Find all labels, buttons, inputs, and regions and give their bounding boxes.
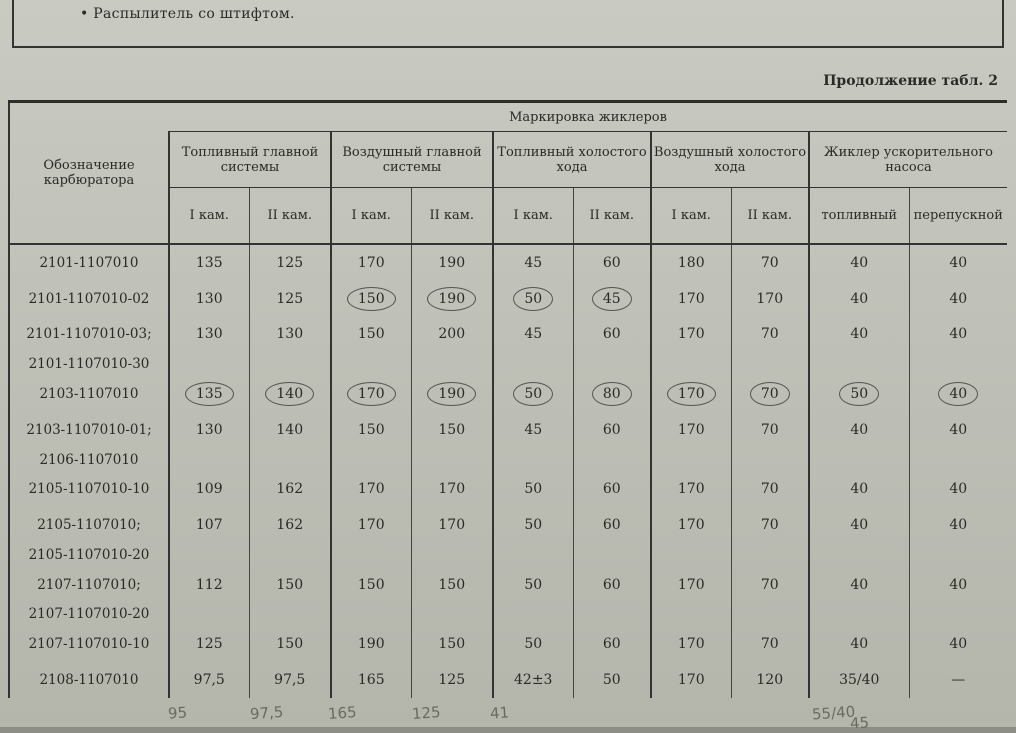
jet-value: 60 <box>573 471 651 507</box>
jet-value: 40 <box>809 244 909 281</box>
table-row-continuation <box>9 543 1007 567</box>
jet-value: 170 <box>331 471 411 507</box>
jet-value-cell <box>573 376 651 412</box>
jet-value: 60 <box>573 244 651 281</box>
carburetor-code: 2106-1107010 <box>39 451 139 468</box>
carburetor-code: 2108-1107010 <box>39 672 139 689</box>
jet-value: 40 <box>809 317 909 353</box>
jet-value: 70 <box>731 412 809 448</box>
jet-value: 70 <box>731 317 809 353</box>
empty-cell <box>493 603 573 627</box>
jet-value: 170 <box>651 626 731 662</box>
empty-cell <box>651 352 731 376</box>
jet-value: 162 <box>249 507 331 543</box>
jet-value: 125 <box>249 281 331 317</box>
jet-value: 45 <box>592 287 632 311</box>
jet-value: 140 <box>265 382 314 406</box>
sub-header: I кам. <box>651 188 731 245</box>
jet-value-cell <box>573 281 651 317</box>
empty-cell <box>809 543 909 567</box>
jet-value: 112 <box>169 567 249 603</box>
jet-value: 50 <box>493 626 573 662</box>
jet-value: 50 <box>513 287 553 311</box>
handwritten-note: 95 <box>167 703 188 723</box>
jet-value: 97,5 <box>169 662 249 698</box>
jet-value: 130 <box>169 317 249 353</box>
sub-header: топливный <box>809 188 909 245</box>
jet-value: 45 <box>493 412 573 448</box>
jet-value: 190 <box>427 287 476 311</box>
jet-value: 40 <box>938 382 978 406</box>
jet-value-cell <box>493 376 573 412</box>
jet-value: 60 <box>573 412 651 448</box>
empty-cell <box>331 448 411 472</box>
jet-value: 150 <box>331 567 411 603</box>
jet-value: 70 <box>731 626 809 662</box>
empty-cell <box>249 448 331 472</box>
sub-header: I кам. <box>331 188 411 245</box>
empty-cell <box>651 448 731 472</box>
empty-cell <box>731 603 809 627</box>
sub-header: II кам. <box>249 188 331 245</box>
jet-value: 125 <box>169 626 249 662</box>
table-row <box>9 317 1007 353</box>
jet-value: 170 <box>651 662 731 698</box>
empty-cell <box>731 352 809 376</box>
empty-cell <box>411 543 493 567</box>
jet-value: 130 <box>169 412 249 448</box>
jet-value: 50 <box>573 662 651 698</box>
jet-value: 70 <box>750 382 790 406</box>
jet-value: 40 <box>909 507 1007 543</box>
empty-cell <box>909 448 1007 472</box>
jet-value-cell <box>809 376 909 412</box>
jet-value: 70 <box>731 507 809 543</box>
jet-value: 40 <box>909 281 1007 317</box>
jet-value: 150 <box>347 287 396 311</box>
empty-cell <box>411 352 493 376</box>
table-row <box>9 507 1007 543</box>
sub-header: перепускной <box>909 188 1007 245</box>
empty-cell <box>411 603 493 627</box>
handwritten-note: 55/40 <box>811 702 856 724</box>
empty-cell <box>731 543 809 567</box>
jet-value: 35/40 <box>809 662 909 698</box>
empty-cell <box>809 448 909 472</box>
jet-value-cell <box>411 376 493 412</box>
carburetor-code: 2107-1107010; <box>37 576 141 593</box>
jet-value: 40 <box>909 244 1007 281</box>
jet-value: 190 <box>411 244 493 281</box>
empty-cell <box>169 352 249 376</box>
jet-value: 150 <box>249 567 331 603</box>
jet-value: 130 <box>249 317 331 353</box>
jet-value: 150 <box>331 412 411 448</box>
jet-value: 50 <box>493 471 573 507</box>
jet-value: 109 <box>169 471 249 507</box>
jet-value: 50 <box>513 382 553 406</box>
jet-value: 130 <box>169 281 249 317</box>
sub-header: I кам. <box>493 188 573 245</box>
jet-value: 70 <box>731 567 809 603</box>
carburetor-code: 2103-1107010-01; <box>26 421 152 438</box>
empty-cell <box>169 543 249 567</box>
empty-cell <box>249 603 331 627</box>
jet-value: 170 <box>651 412 731 448</box>
empty-cell <box>169 603 249 627</box>
jet-marking-table <box>8 100 1007 698</box>
jet-value: 42±3 <box>493 662 573 698</box>
empty-cell <box>331 603 411 627</box>
empty-cell <box>331 352 411 376</box>
jet-value: 170 <box>667 382 716 406</box>
handwritten-note: 125 <box>411 703 442 723</box>
jet-value-cell <box>331 376 411 412</box>
sub-header: I кам. <box>169 188 249 245</box>
empty-cell <box>573 448 651 472</box>
jet-value: 45 <box>493 244 573 281</box>
empty-cell <box>651 543 731 567</box>
jet-value: 170 <box>651 281 731 317</box>
empty-cell <box>493 543 573 567</box>
jet-value: 70 <box>731 471 809 507</box>
jet-value: 40 <box>809 412 909 448</box>
jet-value: 165 <box>331 662 411 698</box>
jet-value: 40 <box>809 507 909 543</box>
table-row <box>9 376 1007 412</box>
table-row-continuation <box>9 603 1007 627</box>
jet-value: 40 <box>909 626 1007 662</box>
footnote: • Распылитель со штифтом. <box>80 6 295 22</box>
empty-cell <box>169 448 249 472</box>
table-row <box>9 662 1007 698</box>
jet-value-cell <box>249 376 331 412</box>
handwritten-note: 45 <box>849 713 870 733</box>
table-row <box>9 471 1007 507</box>
jet-value: 60 <box>573 626 651 662</box>
jet-value: 170 <box>651 471 731 507</box>
jet-value: 45 <box>493 317 573 353</box>
jet-value: 50 <box>493 507 573 543</box>
empty-cell <box>573 543 651 567</box>
jet-value: 135 <box>169 244 249 281</box>
carburetor-code: 2105-1107010-20 <box>28 546 150 563</box>
jet-value-cell <box>411 281 493 317</box>
carburetor-code: 2101-1107010-30 <box>28 356 150 373</box>
jet-value: 40 <box>809 471 909 507</box>
jet-value: 170 <box>651 507 731 543</box>
jet-value-cell <box>493 281 573 317</box>
handwritten-notes <box>150 700 910 733</box>
carburetor-code: 2105-1107010; <box>37 517 141 534</box>
jet-value-cell <box>909 376 1007 412</box>
carburetor-code: 2101-1107010-03; <box>26 326 152 343</box>
jet-value: 125 <box>249 244 331 281</box>
empty-cell <box>411 448 493 472</box>
table-row <box>9 626 1007 662</box>
jet-value: 40 <box>909 471 1007 507</box>
jet-value: 125 <box>411 662 493 698</box>
sub-header: II кам. <box>411 188 493 245</box>
empty-cell <box>493 352 573 376</box>
group-header: Воздушный главной системы <box>331 132 493 188</box>
group-header: Жиклер ускорительного насоса <box>809 132 1007 188</box>
empty-cell <box>249 352 331 376</box>
table-row <box>9 567 1007 603</box>
table-body <box>9 244 1007 698</box>
carburetor-code: 2105-1107010-10 <box>28 481 150 498</box>
empty-cell <box>909 603 1007 627</box>
table-row <box>9 244 1007 281</box>
jet-value: 40 <box>809 567 909 603</box>
jet-value-cell <box>169 376 249 412</box>
jet-value-cell <box>651 376 731 412</box>
jet-value: 70 <box>731 244 809 281</box>
carburetor-code: 2103-1107010 <box>39 386 139 403</box>
group-header: Воздушный холостого хода <box>651 132 809 188</box>
jet-value: 170 <box>331 244 411 281</box>
empty-cell <box>573 352 651 376</box>
jet-value: 190 <box>427 382 476 406</box>
table-row-continuation <box>9 352 1007 376</box>
jet-value: 200 <box>411 317 493 353</box>
empty-cell <box>731 448 809 472</box>
jet-value: 170 <box>651 317 731 353</box>
jet-value: 60 <box>573 567 651 603</box>
table-continuation-label: Продолжение табл. 2 <box>823 73 998 89</box>
jet-value: 150 <box>331 317 411 353</box>
jet-value: 40 <box>909 412 1007 448</box>
sub-header: II кам. <box>731 188 809 245</box>
jet-value: 40 <box>909 567 1007 603</box>
jet-value: 150 <box>249 626 331 662</box>
jet-value: 162 <box>249 471 331 507</box>
empty-cell <box>809 603 909 627</box>
carburetor-code: 2101-1107010 <box>39 254 139 271</box>
jet-value: 135 <box>185 382 234 406</box>
carburetor-code: 2107-1107010-20 <box>28 606 150 623</box>
empty-cell <box>651 603 731 627</box>
handwritten-note: 97,5 <box>249 702 284 724</box>
jet-value: 170 <box>731 281 809 317</box>
jet-value: 40 <box>909 317 1007 353</box>
jet-value: 150 <box>411 626 493 662</box>
jet-value: 97,5 <box>249 662 331 698</box>
table-row <box>9 281 1007 317</box>
jet-value: 107 <box>169 507 249 543</box>
jet-value: 60 <box>573 507 651 543</box>
jet-value: 170 <box>411 471 493 507</box>
jet-value: 190 <box>331 626 411 662</box>
jet-value: 150 <box>411 412 493 448</box>
empty-cell <box>573 603 651 627</box>
table-row <box>9 412 1007 448</box>
jet-value: 170 <box>651 567 731 603</box>
empty-cell <box>249 543 331 567</box>
previous-table-box <box>12 0 1004 48</box>
jet-value: 120 <box>731 662 809 698</box>
group-header: Топливный главной системы <box>169 132 331 188</box>
jet-value: 170 <box>411 507 493 543</box>
jet-value: 180 <box>651 244 731 281</box>
empty-cell <box>331 543 411 567</box>
jet-value: 150 <box>411 567 493 603</box>
jet-value-cell <box>331 281 411 317</box>
empty-cell <box>909 352 1007 376</box>
group-header: Топливный холостого хода <box>493 132 651 188</box>
jet-value: 40 <box>809 281 909 317</box>
jet-value: 140 <box>249 412 331 448</box>
table-row-continuation <box>9 448 1007 472</box>
jet-value: 170 <box>331 507 411 543</box>
empty-cell <box>493 448 573 472</box>
jet-value: 80 <box>592 382 632 406</box>
jet-value: 50 <box>493 567 573 603</box>
carburetor-code: 2107-1107010-10 <box>28 636 150 653</box>
carburetor-code: 2101-1107010-02 <box>28 290 150 307</box>
jet-value: 40 <box>809 626 909 662</box>
handwritten-note: 165 <box>327 703 358 723</box>
sub-header: II кам. <box>573 188 651 245</box>
jet-value: 170 <box>347 382 396 406</box>
designation-header: Обозначение карбюратора <box>9 102 169 245</box>
jet-value: 50 <box>839 382 879 406</box>
jet-value-cell <box>731 376 809 412</box>
empty-cell <box>909 543 1007 567</box>
empty-cell <box>809 352 909 376</box>
jet-value: 60 <box>573 317 651 353</box>
marking-header: Маркировка жиклеров <box>169 102 1007 132</box>
jet-value: — <box>909 662 1007 698</box>
handwritten-note: 41 <box>489 703 510 723</box>
